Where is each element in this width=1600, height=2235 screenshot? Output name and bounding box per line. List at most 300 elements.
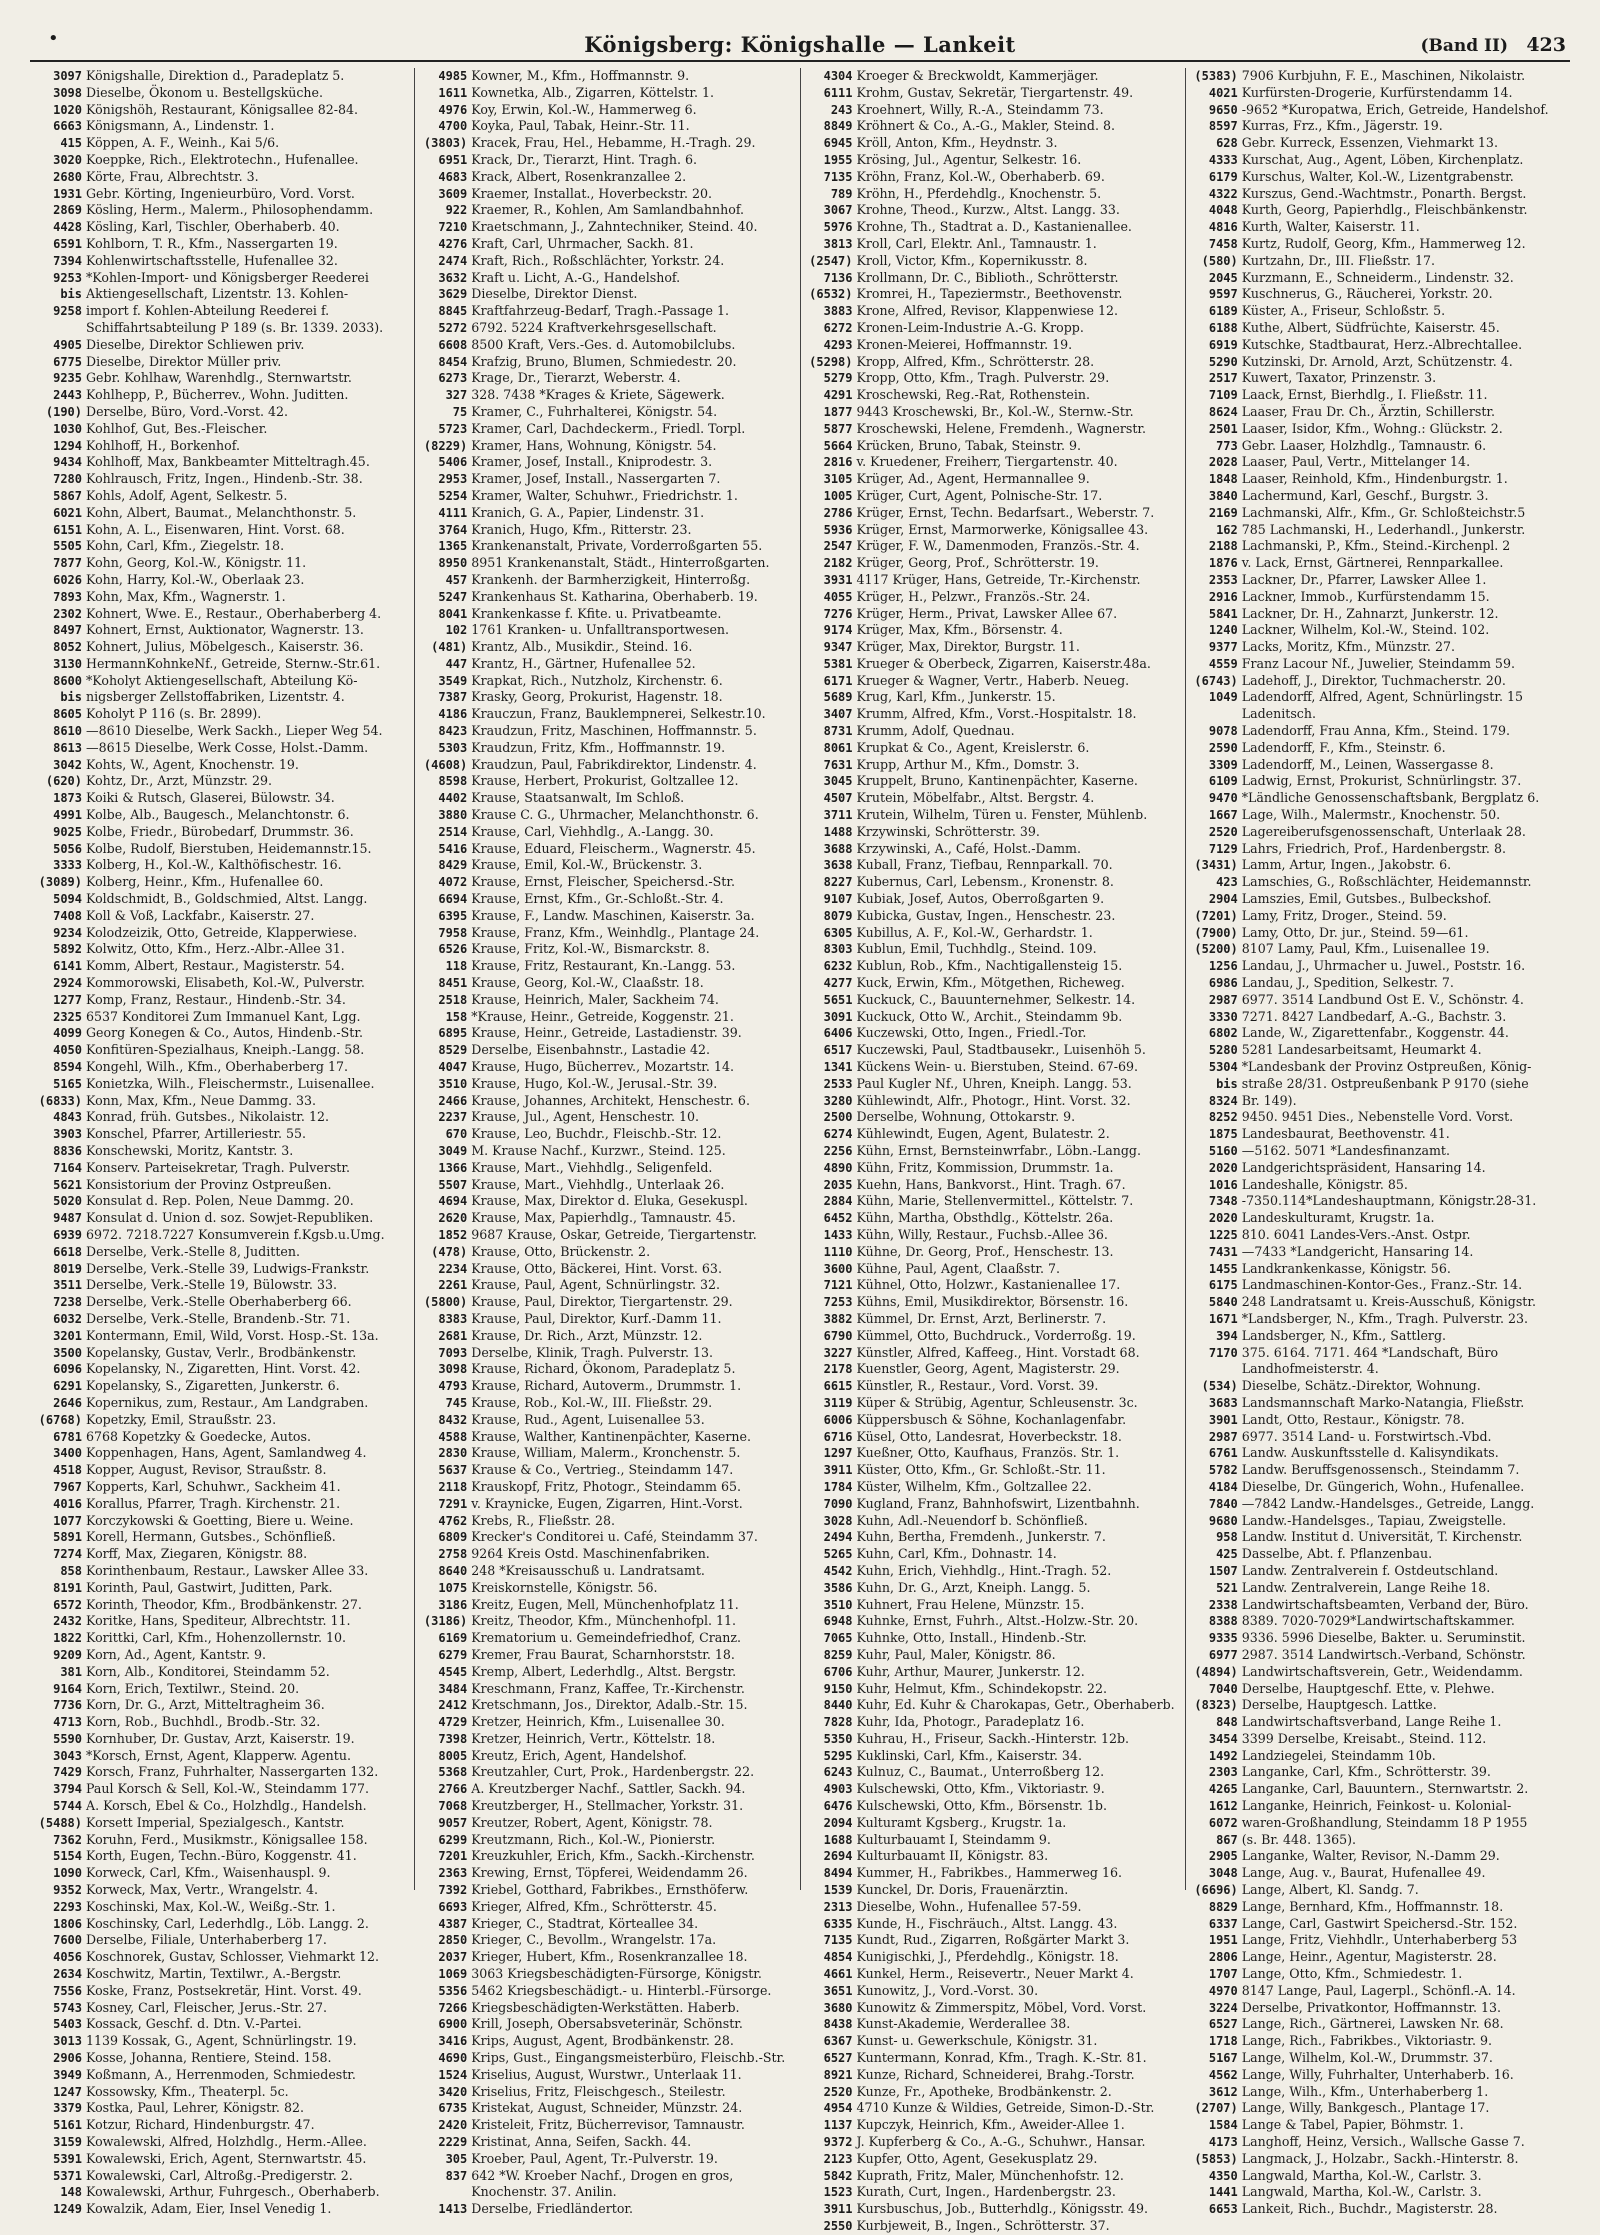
phone-number: 4056 — [53, 1950, 82, 1965]
entry-text: Küster, Otto, Kfm., Gr. Schloßt.-Str. 11. — [856, 1462, 1106, 1478]
entry-text: Krause, Staatsanwalt, Im Schloß. — [471, 790, 685, 806]
entry-text: Dieselbe, Direktor Schliewen priv. — [86, 336, 305, 352]
phone-number: 7065 — [823, 1631, 853, 1646]
directory-entry — [1192, 941, 1564, 958]
entry-text: Georg Konegen & Co., Autos, Hindenb.-Str. — [86, 1025, 363, 1041]
directory-entry — [36, 1865, 408, 1882]
entry-text: Laaser, Frau Dr. Ch., Ärztin, Schillerstr. — [1241, 403, 1496, 419]
phone-number: 2533 — [823, 1076, 853, 1091]
directory-entry — [807, 1160, 1179, 1177]
directory-entry — [36, 1546, 408, 1563]
directory-entry — [36, 1563, 408, 1580]
entry-text: Laaser, Paul, Vertr., Mittelanger 14. — [1241, 454, 1471, 470]
phone-number: 1806 — [53, 1916, 82, 1931]
entry-text: Korell, Hermann, Gutsbes., Schönfließ. — [86, 1529, 336, 1545]
directory-entry — [421, 505, 793, 522]
entry-text: Kuckuck, Otto W., Archit., Steindamm 9b. — [856, 1008, 1123, 1024]
directory-entry — [36, 202, 408, 219]
phone-number: (5488) — [38, 1815, 82, 1830]
phone-number: 8423 — [438, 724, 468, 739]
directory-entry — [36, 2016, 408, 2033]
entry-text: Landeshalle, Königstr. 85. — [1241, 1176, 1408, 1192]
phone-number: 5371 — [53, 2168, 82, 2183]
entry-text: Kühlewindt, Eugen, Agent, Bulatestr. 2. — [856, 1126, 1110, 1142]
directory-entry — [1192, 1815, 1564, 1832]
phone-number: 2916 — [1208, 589, 1238, 604]
entry-text: Krause, Johannes, Architekt, Henschestr. 6. — [471, 1092, 750, 1108]
phone-number: 5637 — [438, 1463, 468, 1478]
phone-number: 5936 — [823, 522, 853, 537]
directory-entry — [36, 622, 408, 639]
phone-number: 5689 — [823, 690, 853, 705]
phone-number: 1240 — [1208, 623, 1238, 638]
directory-entry — [1192, 1798, 1564, 1815]
phone-number: 2987 — [1208, 992, 1238, 1007]
entry-text: Langhoff, Heinz, Versich., Wallsche Gasse 7. — [1241, 2134, 1525, 2150]
phone-number: 4186 — [438, 707, 468, 722]
directory-entry — [36, 2033, 408, 2050]
directory-entry — [1192, 1429, 1564, 1446]
directory-entry — [36, 1093, 408, 1110]
entry-text: Kohlhepp, P., Bücherrev., Wohn. Juditten. — [86, 387, 349, 403]
phone-number: 5154 — [53, 1849, 82, 1864]
directory-entry — [36, 1445, 408, 1462]
directory-entry — [807, 471, 1179, 488]
directory-entry — [36, 1042, 408, 1059]
entry-text: Kohn, Georg, Kol.-W., Königstr. 11. — [86, 555, 307, 571]
entry-text: Krage, Dr., Tierarzt, Weberstr. 4. — [471, 370, 681, 386]
directory-entry — [1192, 975, 1564, 992]
entry-text: Kreutzer, Robert, Agent, Königstr. 78. — [471, 1814, 713, 1830]
directory-entry — [421, 438, 793, 455]
phone-number: (4608) — [423, 757, 468, 772]
entry-text: 6972. 7218.7227 Konsumverein f.Kgsb.u.Umg. — [86, 1226, 385, 1242]
directory-entry — [1192, 286, 1564, 303]
phone-number: bis — [1216, 1076, 1238, 1091]
phone-number: 102 — [445, 623, 468, 638]
directory-entry — [36, 1815, 408, 1832]
directory-entry — [1192, 387, 1564, 404]
directory-entry — [1192, 572, 1564, 589]
directory-entry — [36, 102, 408, 119]
phone-number: 6179 — [1208, 169, 1238, 184]
directory-column-3 — [801, 68, 1186, 2233]
entry-text: 248 *Kreisausschuß u. Landratsamt. — [471, 1562, 705, 1578]
entry-text: Lange, Rich., Gärtnerei, Lawsken Nr. 68. — [1241, 2016, 1504, 2032]
directory-entry — [36, 404, 408, 421]
entry-text: Kohn, Max, Kfm., Wagnerstr. 1. — [86, 588, 286, 604]
phone-number: 4111 — [438, 505, 468, 520]
entry-text: Krohne, Theod., Kurzw., Altst. Langg. 33. — [856, 202, 1120, 218]
directory-entry — [1192, 438, 1564, 455]
phone-number: (2547) — [809, 253, 853, 268]
phone-number: (5853) — [1194, 2151, 1238, 2166]
entry-text: Korczykowski & Goetting, Biere u. Weine. — [86, 1512, 354, 1528]
directory-entry — [1192, 538, 1564, 555]
directory-entry — [421, 1697, 793, 1714]
directory-entry — [36, 1513, 408, 1530]
directory-entry — [807, 1613, 1179, 1630]
phone-number: 6945 — [823, 136, 853, 151]
entry-text: Kurtz, Rudolf, Georg, Kfm., Hammerweg 12. — [1241, 235, 1526, 251]
entry-text: 5462 Kriegsbeschädigt.- u. Hinterbl.-Fürsorge. — [471, 1982, 772, 1998]
directory-entry — [421, 270, 793, 287]
entry-text: Kurbjeweit, B., Ingen., Schrötterstr. 37. — [856, 2218, 1110, 2233]
directory-entry — [807, 320, 1179, 337]
phone-number: 8600 — [53, 673, 82, 688]
entry-text: Kurzmann, E., Schneiderm., Lindenstr. 32. — [1241, 269, 1514, 285]
phone-number: 2680 — [53, 169, 82, 184]
entry-text: Kretzer, Heinrich, Kfm., Luisenallee 30. — [471, 1714, 725, 1730]
entry-text: Koyka, Paul, Tabak, Heinr.-Str. 11. — [471, 118, 690, 134]
directory-entry — [36, 118, 408, 135]
directory-entry — [421, 1261, 793, 1278]
directory-entry — [1192, 68, 1564, 85]
entry-text: Krauskopf, Fritz, Photogr., Steindamm 65. — [471, 1478, 742, 1494]
phone-number: 1441 — [1208, 2185, 1238, 2200]
entry-text: Krüger, F. W., Damenmoden, Französ.-Str. 4. — [856, 538, 1140, 554]
entry-text: Komm, Albert, Restaur., Magisterstr. 54. — [86, 958, 345, 974]
directory-entry — [36, 1983, 408, 2000]
phone-number: (5200) — [1194, 942, 1238, 957]
directory-entry — [421, 1748, 793, 1765]
phone-number: 4985 — [438, 69, 468, 83]
directory-entry — [807, 706, 1179, 723]
directory-entry — [807, 538, 1179, 555]
entry-text: Lange, Rich., Fabrikbes., Viktoriastr. 9. — [1241, 2033, 1492, 2049]
phone-number: 6111 — [823, 85, 853, 100]
directory-entry — [36, 773, 408, 790]
phone-number: 7276 — [823, 606, 853, 621]
entry-text: Kösling, Karl, Tischler, Oberhaberb. 40. — [86, 219, 340, 235]
directory-entry — [1192, 1294, 1564, 1311]
directory-entry — [807, 1328, 1179, 1345]
entry-text: 6792. 5224 Kraftverkehrsgesellschaft. — [471, 319, 717, 335]
entry-text: Kuhn, Adl.-Neuendorf b. Schönfließ. — [856, 1512, 1088, 1528]
phone-number: 1667 — [1208, 808, 1238, 823]
directory-entry — [36, 857, 408, 874]
phone-number: 8640 — [438, 1563, 468, 1578]
entry-text: Lacks, Moritz, Kfm., Münzstr. 27. — [1241, 639, 1455, 655]
entry-text: Kreitz, Theodor, Kfm., Münchenhofpl. 11. — [471, 1613, 737, 1629]
phone-number: 5651 — [823, 992, 853, 1007]
entry-text: Koholyt P 116 (s. Br. 2899). — [86, 706, 262, 722]
directory-entry — [36, 891, 408, 908]
phone-number: 7394 — [53, 253, 82, 268]
entry-text: Kutschke, Stadtbaurat, Herz.-Albrechtallee. — [1241, 336, 1523, 352]
entry-text: Krips, Gust., Eingangsmeisterbüro, Fleischb.-Str. — [471, 2050, 786, 2066]
entry-text: Lachmanski, Alfr., Kfm., Gr. Schloßteichstr.5 — [1241, 504, 1526, 520]
entry-text: Kuhn, Dr. G., Arzt, Kneiph. Langg. 5. — [856, 1579, 1091, 1595]
entry-text: Korsch, Franz, Fuhrhalter, Nassergarten 132. — [86, 1764, 379, 1780]
directory-entry — [36, 1664, 408, 1681]
directory-entry — [421, 941, 793, 958]
directory-entry — [421, 1764, 793, 1781]
directory-entry — [1192, 673, 1564, 690]
phone-number: 9335 — [1208, 1631, 1238, 1646]
directory-entry — [1192, 1580, 1564, 1597]
directory-entry — [807, 1462, 1179, 1479]
phone-number: 425 — [1216, 1547, 1238, 1562]
entry-text: Kunkel, Herm., Reisevertr., Neuer Markt 4. — [856, 1966, 1134, 1982]
entry-text: Dieselbe, Direktor Müller priv. — [86, 353, 282, 369]
entry-text: *Koholyt Aktiengesellschaft, Abteilung Kö- — [86, 672, 358, 688]
directory-entry — [36, 958, 408, 975]
directory-entry — [807, 555, 1179, 572]
phone-number: 5664 — [823, 438, 853, 453]
directory-entry — [36, 454, 408, 471]
directory-entry — [1192, 1932, 1564, 1949]
phone-number: 243 — [830, 102, 853, 117]
phone-number: 9107 — [823, 892, 853, 907]
entry-text: Kulschewski, Otto, Kfm., Viktoriastr. 9. — [856, 1781, 1105, 1797]
directory-entry — [1192, 488, 1564, 505]
directory-entry — [36, 1143, 408, 1160]
directory-entry — [1192, 1781, 1564, 1798]
directory-entry — [1192, 1210, 1564, 1227]
directory-entry — [1192, 958, 1564, 975]
phone-number: 4402 — [438, 791, 468, 806]
entry-text: Kohlrausch, Fritz, Ingen., Hindenb.-Str. 38. — [86, 471, 363, 487]
entry-text: Kroeber, Paul, Agent, Tr.-Pulverstr. 19. — [471, 2150, 718, 2166]
phone-number: 1951 — [1208, 1933, 1238, 1948]
directory-entry — [36, 992, 408, 1009]
entry-text: Krause, F., Landw. Maschinen, Kaiserstr. 3a. — [471, 907, 755, 923]
directory-entry — [421, 1076, 793, 1093]
entry-text: Kreutzahler, Curt, Prok., Hardenbergstr. 22. — [471, 1764, 755, 1780]
phone-number: 4970 — [1208, 1983, 1238, 1998]
directory-entry — [807, 1025, 1179, 1042]
directory-entry — [1192, 219, 1564, 236]
entry-text: Lamszies, Emil, Gutsbes., Bulbeckshof. — [1241, 891, 1492, 907]
directory-entry — [421, 1798, 793, 1815]
entry-text: Krumm, Alfred, Kfm., Vorst.-Hospitalstr. 18. — [856, 706, 1137, 722]
entry-text: Korweck, Carl, Kfm., Waisenhauspl. 9. — [86, 1865, 331, 1881]
entry-text: Lamschies, G., Roßschlächter, Heidemannstr. — [1241, 874, 1532, 890]
phone-number: 9470 — [1208, 791, 1238, 806]
phone-number: 4277 — [823, 976, 853, 991]
phone-number: 4291 — [823, 388, 853, 403]
entry-text: 248 Landratsamt u. Kreis-Ausschuß, Königstr. — [1241, 1294, 1536, 1310]
directory-entry — [807, 152, 1179, 169]
entry-text: Kristinat, Anna, Seifen, Sackh. 44. — [471, 2134, 692, 2150]
directory-entry — [1192, 1143, 1564, 1160]
entry-text: Kosney, Carl, Fleischer, Jerus.-Str. 27. — [86, 1999, 328, 2015]
entry-text: Derselbe, Eisenbahnstr., Lastadie 42. — [471, 1042, 710, 1058]
entry-text: Koschnorek, Gustav, Schlosser, Viehmarkt 12. — [86, 1949, 379, 1965]
phone-number: 2412 — [438, 1698, 468, 1713]
phone-number: 4690 — [438, 2051, 468, 2066]
entry-text: Krause, Mart., Viehhdlg., Seligenfeld. — [471, 1159, 713, 1175]
directory-entry — [36, 2168, 408, 2185]
phone-number: 2869 — [53, 203, 82, 218]
phone-number: 2924 — [53, 976, 82, 991]
phone-number: 2634 — [53, 1967, 82, 1982]
entry-text: 4710 Kunze & Wildies, Getreide, Simon-D.-Str. — [856, 2100, 1155, 2116]
directory-entry — [1192, 522, 1564, 539]
directory-entry — [421, 723, 793, 740]
phone-number: 6618 — [53, 1244, 82, 1259]
directory-entry — [807, 925, 1179, 942]
entry-text: Kuschnerus, G., Räucherei, Yorkstr. 20. — [1241, 286, 1493, 302]
directory-entry — [1192, 1882, 1564, 1899]
entry-text: Krack, Dr., Tierarzt, Hint. Tragh. 6. — [471, 151, 698, 167]
phone-number: 1523 — [823, 2185, 853, 2200]
phone-number: 8921 — [823, 2067, 853, 2082]
phone-number: 1455 — [1208, 1261, 1238, 1276]
entry-text: Kruppelt, Bruno, Kantinenpächter, Kaserne. — [856, 773, 1138, 789]
phone-number: 7093 — [438, 1345, 468, 1360]
directory-entry — [1192, 2117, 1564, 2134]
directory-entry — [36, 1597, 408, 1614]
volume-label: (Band II) — [1420, 36, 1508, 56]
entry-text: Kowner, M., Kfm., Hoffmannstr. 9. — [471, 68, 690, 83]
entry-text: Kohlhof, Gut, Bes.-Fleischer. — [86, 420, 268, 436]
directory-entry — [36, 1311, 408, 1328]
entry-text: Kongehl, Wilh., Kfm., Oberhaberberg 17. — [86, 1059, 348, 1075]
entry-text: Küster, A., Friseur, Schloßstr. 5. — [1241, 303, 1446, 319]
directory-entry — [1192, 135, 1564, 152]
directory-entry — [421, 1109, 793, 1126]
phone-number: 3020 — [53, 152, 82, 167]
phone-number: 6735 — [438, 2101, 468, 2116]
entry-text: Kossowsky, Kfm., Theaterpl. 5c. — [86, 2083, 289, 2099]
directory-entry — [421, 337, 793, 354]
phone-number: 9597 — [1208, 287, 1238, 302]
directory-entry — [1192, 723, 1564, 740]
entry-text: Küppersbusch & Söhne, Kochanlagenfabr. — [856, 1411, 1127, 1427]
entry-text: Kurtzahn, Dr., III. Fließstr. 17. — [1241, 252, 1435, 268]
directory-entry — [36, 2000, 408, 2017]
phone-number: 3764 — [438, 522, 468, 537]
entry-text: Lackner, Immob., Kurfürstendamm 15. — [1241, 588, 1490, 604]
phone-number: (580) — [1201, 253, 1238, 268]
entry-text: Derselbe, Hauptgeschf. Ette, v. Plehwe. — [1241, 1680, 1495, 1696]
directory-entry — [36, 1076, 408, 1093]
entry-text: Kohlhoff, H., Borkenhof. — [86, 437, 240, 453]
directory-entry — [1192, 874, 1564, 891]
phone-number: 8383 — [438, 1311, 468, 1326]
entry-text: Kröhn, H., Pferdehdlg., Knochenstr. 5. — [856, 185, 1102, 201]
phone-number: 4713 — [53, 1715, 82, 1730]
phone-number: 5782 — [1208, 1463, 1238, 1478]
phone-number: 2020 — [1208, 1211, 1238, 1226]
directory-entry — [421, 85, 793, 102]
entry-text: Dasselbe, Abt. f. Pflanzenbau. — [1241, 1546, 1433, 1562]
entry-text: 1761 Kranken- u. Unfalltransportwesen. — [471, 622, 730, 638]
phone-number: 3949 — [53, 2067, 82, 2082]
directory-entry — [36, 2100, 408, 2117]
entry-text: Kuhn, Carl, Kfm., Dohnastr. 14. — [856, 1546, 1057, 1562]
directory-entry — [807, 1361, 1179, 1378]
phone-number: 8429 — [438, 858, 468, 873]
entry-text: Kropp, Alfred, Kfm., Schrötterstr. 28. — [856, 353, 1095, 369]
directory-entry — [1192, 2134, 1564, 2151]
entry-text: Korn, Rob., Buchhdl., Brodb.-Str. 32. — [86, 1714, 321, 1730]
entry-text: Lange, Wilh., Kfm., Unterhaberberg 1. — [1241, 2083, 1489, 2099]
phone-number: 6299 — [438, 1832, 468, 1847]
entry-text: 8951 Krankenanstalt, Städt., Hinterroßgarten. — [471, 555, 770, 571]
entry-text: Lange, Wilhelm, Kol.-W., Drummstr. 37. — [1241, 2050, 1493, 2066]
phone-number: 1077 — [53, 1513, 82, 1528]
directory-entry — [36, 1479, 408, 1496]
directory-entry — [421, 219, 793, 236]
phone-number: 1611 — [438, 85, 468, 100]
directory-entry — [421, 488, 793, 505]
entry-text: Kretzer, Heinrich, Vertr., Köttelstr. 18. — [471, 1730, 716, 1746]
directory-entry — [421, 689, 793, 706]
directory-entry — [421, 1093, 793, 1110]
directory-entry — [36, 1798, 408, 1815]
phone-number: 3407 — [823, 707, 853, 722]
phone-number: 7238 — [53, 1295, 82, 1310]
directory-entry — [1192, 118, 1564, 135]
entry-text: Landau, J., Spedition, Selkestr. 7. — [1241, 975, 1454, 991]
phone-number: 3400 — [53, 1446, 82, 1461]
entry-text: Ladendorff, F., Kfm., Steinstr. 6. — [1241, 739, 1446, 755]
entry-text: Krecker's Conditorei u. Café, Steindamm 37. — [471, 1529, 758, 1545]
directory-entry — [421, 370, 793, 387]
directory-entry — [1192, 1126, 1564, 1143]
entry-text: Dieselbe, Schätz.-Direktor, Wohnung. — [1241, 1378, 1481, 1394]
directory-entry — [421, 2117, 793, 2134]
directory-entry — [1192, 1647, 1564, 1664]
entry-text: Kuehn, Hans, Bankvorst., Hint. Tragh. 67. — [856, 1176, 1126, 1192]
phone-number: 4099 — [53, 1026, 82, 1041]
phone-number: 9377 — [1208, 640, 1238, 655]
entry-text: Kosse, Johanna, Rentiere, Steind. 158. — [86, 2050, 332, 2066]
phone-number: 1584 — [1208, 2118, 1238, 2133]
directory-entry — [807, 992, 1179, 1009]
phone-number: 8388 — [1208, 1614, 1238, 1629]
entry-text: Krzywinski, Schrötterstr. 39. — [856, 823, 1040, 839]
entry-text: Kraft, Carl, Uhrmacher, Sackh. 81. — [471, 235, 694, 251]
directory-entry — [421, 2033, 793, 2050]
phone-number: 1524 — [438, 2067, 468, 2082]
phone-number: 6274 — [823, 1127, 853, 1142]
directory-entry — [36, 2117, 408, 2134]
phone-number: 9650 — [1208, 102, 1238, 117]
directory-entry — [421, 471, 793, 488]
directory-entry — [1192, 1462, 1564, 1479]
entry-text: Landw. Zentralverein f. Ostdeutschland. — [1241, 1562, 1499, 1578]
directory-entry — [807, 2033, 1179, 2050]
phone-number: 8227 — [823, 875, 853, 890]
entry-text: Kreschmann, Franz, Kaffee, Tr.-Kirchenstr. — [471, 1680, 745, 1696]
entry-text: Kranich, Hugo, Kfm., Ritterstr. 23. — [471, 521, 692, 537]
entry-text: Kurath, Curt, Ingen., Hardenbergstr. 23. — [856, 2184, 1116, 2200]
entry-text: Derselbe, Verk.-Stelle 39, Ludwigs-Frankstr. — [86, 1260, 370, 1276]
phone-number: 1876 — [1208, 556, 1238, 571]
phone-number: 837 — [445, 2168, 468, 2183]
phone-number: 6939 — [53, 1227, 82, 1242]
phone-number: 4843 — [53, 1110, 82, 1125]
phone-number: 2987 — [1208, 1429, 1238, 1444]
phone-number: 1069 — [438, 1967, 468, 1982]
phone-number: 7408 — [53, 908, 82, 923]
entry-text: Lange, Willy, Bankgesch., Plantage 17. — [1241, 2100, 1490, 2116]
entry-text: Lange, Albert, Kl. Sandg. 7. — [1241, 1882, 1419, 1898]
phone-number: 1297 — [823, 1446, 853, 1461]
directory-entry — [36, 1025, 408, 1042]
phone-number: 6096 — [53, 1362, 82, 1377]
phone-number: 7109 — [1208, 388, 1238, 403]
phone-number: 8624 — [1208, 404, 1238, 419]
phone-number: 6026 — [53, 572, 82, 587]
directory-entry — [421, 992, 793, 1009]
directory-entry — [36, 68, 408, 85]
phone-number: 5356 — [438, 1983, 468, 1998]
